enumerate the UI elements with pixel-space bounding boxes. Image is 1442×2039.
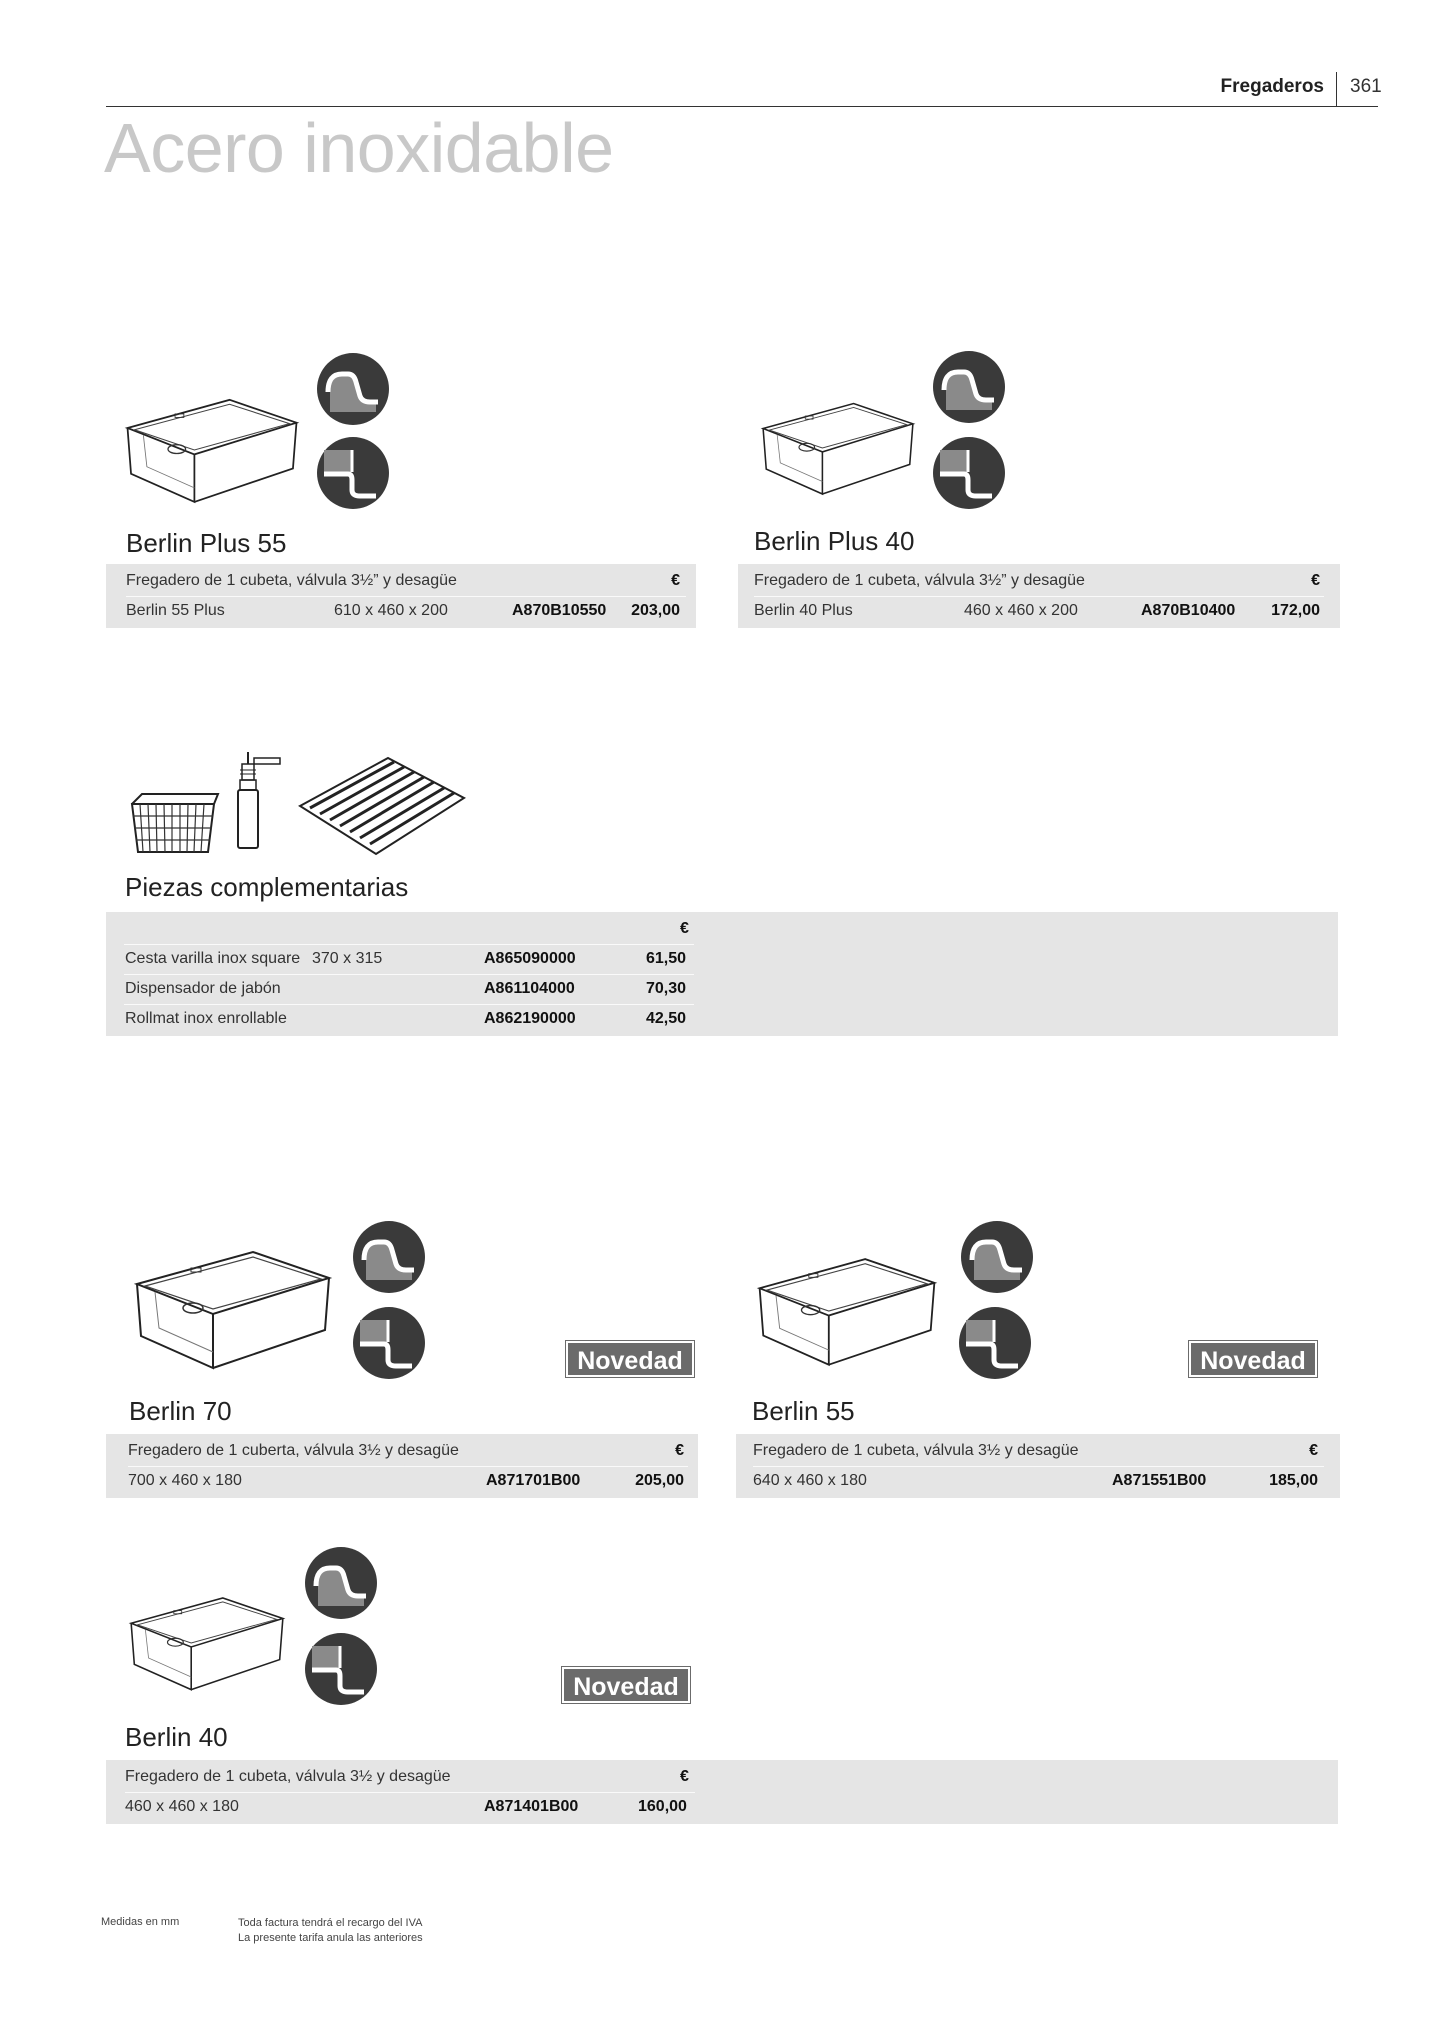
product-dimensions: 460 x 460 x 180 <box>125 1798 239 1815</box>
product-description: Fregadero de 1 cubeta, válvula 3½ y desagüe <box>753 1442 1079 1459</box>
product-name: Berlin Plus 40 <box>754 526 915 556</box>
product-price-table <box>106 564 696 628</box>
product-price: 172,00 <box>1271 602 1320 619</box>
page-title: Acero inoxidable <box>104 109 614 187</box>
product-description: Fregadero de 1 cubeta, válvula 3½” y desagüe <box>126 572 457 589</box>
sink-illustration-icon <box>760 384 916 512</box>
undermount-icon <box>352 1306 426 1380</box>
accessory-ref: A861104000 <box>484 980 575 997</box>
undermount-icon <box>958 1306 1032 1380</box>
product-price-table <box>106 1434 698 1498</box>
product-description: Fregadero de 1 cuberta, válvula 3½ y desagüe <box>128 1442 459 1459</box>
currency-symbol: € <box>680 1768 689 1785</box>
footer-vat-note: Toda factura tendrá el recargo del IVA <box>238 1917 423 1929</box>
product-model: Berlin 40 Plus <box>754 602 853 619</box>
new-badge: Novedad <box>562 1667 690 1703</box>
page-number: 361 <box>1350 76 1382 97</box>
accessory-ref: A865090000 <box>484 950 576 967</box>
flush-mount-icon <box>316 352 390 426</box>
accessory-ref: A862190000 <box>484 1010 576 1027</box>
currency-symbol: € <box>671 572 680 589</box>
footer-tariff-note: La presente tarifa anula las anteriores <box>238 1932 423 1944</box>
currency-symbol: € <box>1311 572 1320 589</box>
new-badge: Novedad <box>566 1341 694 1377</box>
accessory-price: 42,50 <box>646 1010 687 1027</box>
product-price: 205,00 <box>635 1472 684 1489</box>
product-price: 203,00 <box>631 602 680 619</box>
roll-mat-icon <box>296 754 468 858</box>
accessory-price: 61,50 <box>646 950 687 967</box>
product-price: 160,00 <box>638 1798 687 1815</box>
currency-symbol: € <box>675 1442 684 1459</box>
accessory-price: 70,30 <box>646 980 687 997</box>
header-rule <box>106 106 1378 107</box>
flush-mount-icon <box>960 1220 1034 1294</box>
section-label: Fregaderos <box>1220 76 1324 97</box>
product-price: 185,00 <box>1269 1472 1318 1489</box>
product-dimensions: 460 x 460 x 200 <box>964 602 1078 619</box>
accessory-dimensions: 370 x 315 <box>312 950 383 967</box>
accessory-name: Dispensador de jabón <box>125 980 281 997</box>
product-ref: A871551B00 <box>1112 1472 1207 1489</box>
product-description: Fregadero de 1 cubeta, válvula 3½” y desagüe <box>754 572 1085 589</box>
accessory-name: Rollmat inox enrollable <box>125 1010 287 1027</box>
product-ref: A870B10550 <box>512 602 607 619</box>
product-model: Berlin 55 Plus <box>126 602 225 619</box>
flush-mount-icon <box>304 1546 378 1620</box>
product-dimensions: 610 x 460 x 200 <box>334 602 448 619</box>
product-ref: A871401B00 <box>484 1798 579 1815</box>
wire-basket-icon <box>128 790 220 858</box>
footer-units-note: Medidas en mm <box>101 1916 180 1928</box>
accessory-name: Cesta varilla inox square <box>125 950 301 967</box>
currency-symbol: € <box>1309 1442 1318 1459</box>
flush-mount-icon <box>932 350 1006 424</box>
product-ref: A870B10400 <box>1141 602 1236 619</box>
currency-symbol: € <box>680 920 689 937</box>
sink-illustration-icon <box>130 1244 336 1374</box>
undermount-icon <box>304 1632 378 1706</box>
new-badge: Novedad <box>1189 1341 1317 1377</box>
accessories-title: Piezas complementarias <box>125 872 409 902</box>
accessories-price-table <box>106 912 1338 1036</box>
undermount-icon <box>316 436 390 510</box>
product-name: Berlin 70 <box>129 1396 232 1426</box>
product-dimensions: 640 x 460 x 180 <box>753 1472 867 1489</box>
soap-dispenser-icon <box>230 750 286 850</box>
footer-legal-notes <box>238 1916 423 1946</box>
header-divider <box>1336 72 1337 106</box>
product-ref: A871701B00 <box>486 1472 581 1489</box>
flush-mount-icon <box>352 1220 426 1294</box>
sink-illustration-icon <box>124 384 300 516</box>
product-name: Berlin Plus 55 <box>126 528 287 558</box>
product-description: Fregadero de 1 cubeta, válvula 3½ y desagüe <box>125 1768 451 1785</box>
product-name: Berlin 40 <box>125 1722 228 1752</box>
sink-illustration-icon <box>128 1584 286 1702</box>
product-name: Berlin 55 <box>752 1396 855 1426</box>
undermount-icon <box>932 436 1006 510</box>
product-price-table <box>738 564 1340 628</box>
product-dimensions: 700 x 460 x 180 <box>128 1472 242 1489</box>
product-price-table <box>736 1434 1340 1498</box>
sink-illustration-icon <box>756 1248 938 1374</box>
product-price-table <box>106 1760 1338 1824</box>
